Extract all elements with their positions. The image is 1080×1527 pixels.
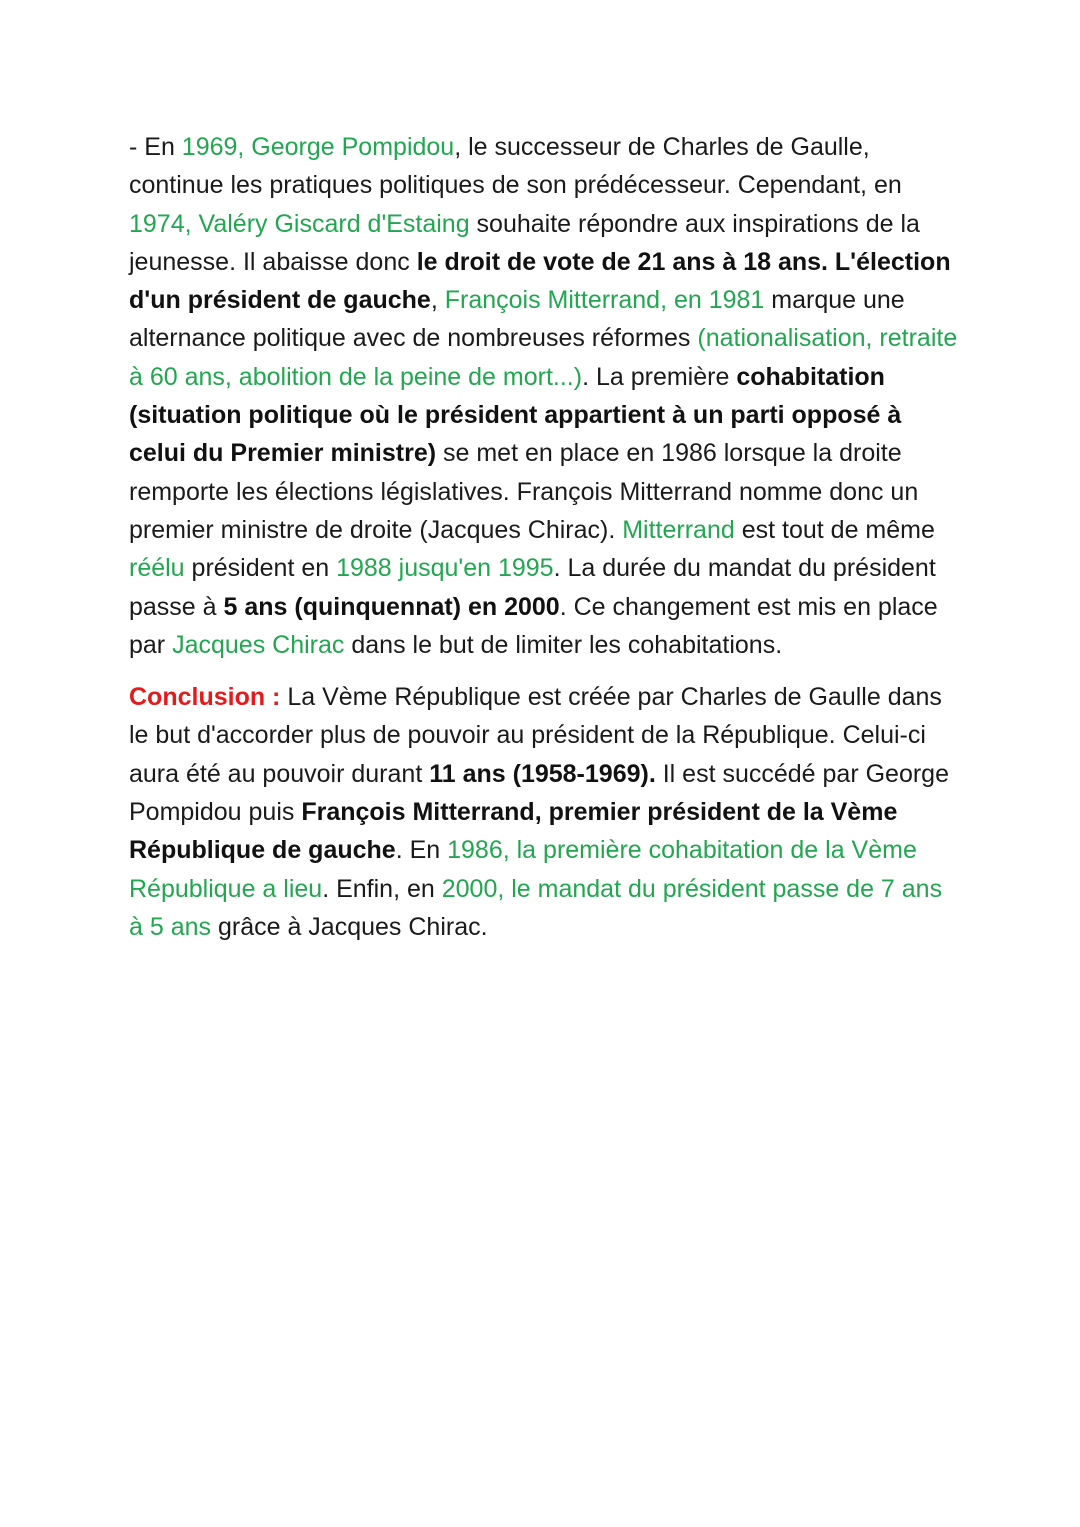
- text-run: . La durée du mandat du président passe à: [129, 554, 936, 621]
- highlight-text: réélu: [129, 554, 185, 583]
- highlight-text: Mitterrand: [622, 515, 735, 544]
- text-run: est tout de même: [734, 515, 935, 544]
- highlight-text: 2000, le mandat du président passe de 7 ans à 5 ans: [129, 874, 943, 941]
- bold-text: François Mitterrand, premier président de la Vème République de gauche: [129, 798, 898, 865]
- bold-text: le droit de vote de 21 ans à 18 ans. L'élection d'un président de gauche: [129, 247, 951, 315]
- text-run: - En: [129, 133, 182, 161]
- text-run: Il est succédé par George Pompidou puis: [129, 759, 949, 827]
- text-run: . En: [395, 836, 448, 865]
- paragraph-history: [129, 128, 959, 664]
- text-run: dans le but de limiter les cohabitations.: [344, 630, 783, 659]
- bold-text: 5 ans (quinquennat) en 2000: [223, 592, 560, 621]
- text-run: marque une alternance politique avec de nombreuses réformes: [129, 286, 905, 353]
- highlight-text: 1974, Valéry Giscard d'Estaing: [129, 209, 470, 238]
- highlight-text: (nationalisation, retraite à 60 ans, abolition de la peine de mort...): [129, 324, 958, 391]
- paragraph-conclusion: [129, 678, 959, 946]
- highlight-text: 1969, George Pompidou: [181, 133, 455, 161]
- text-run: souhaite répondre aux inspirations de la jeunesse. Il abaisse donc: [129, 209, 920, 276]
- bold-text: cohabitation (situation politique où le président appartient à un parti opposé à celui du Premier ministre): [129, 362, 902, 468]
- text-run: se met en place en 1986 lorsque la droite remporte les élections législatives. François Mitterrand nomme donc un premier ministre de droite (Jacques Chirac).: [129, 439, 919, 544]
- highlight-text: 1986, la première cohabitation de la Vème République a lieu: [129, 836, 917, 903]
- text-run: . Enfin, en: [322, 874, 442, 903]
- text-run: grâce à Jacques Chirac.: [211, 912, 488, 941]
- text-run: . Ce changement est mis en place par: [129, 592, 938, 659]
- text-run: . La première: [582, 362, 737, 391]
- highlight-text: 1988 jusqu'en 1995: [336, 554, 554, 583]
- text-run: président en: [184, 554, 337, 583]
- text-run: ,: [430, 286, 445, 315]
- bold-text: 11 ans (1958-1969).: [429, 759, 656, 788]
- conclusion-label: Conclusion :: [129, 683, 281, 712]
- text-run: La Vème République est créée par Charles de Gaulle dans le but d'accorder plus de pouvoir au président de la République. Celui-ci aura été au pouvoir durant: [129, 683, 942, 788]
- highlight-text: François Mitterrand, en 1981: [444, 286, 765, 315]
- document-page: [129, 128, 959, 946]
- highlight-text: Jacques Chirac: [172, 630, 345, 659]
- text-run: , le successeur de Charles de Gaulle, continue les pratiques politiques de son prédécesseur. Cependant, en: [129, 133, 902, 200]
